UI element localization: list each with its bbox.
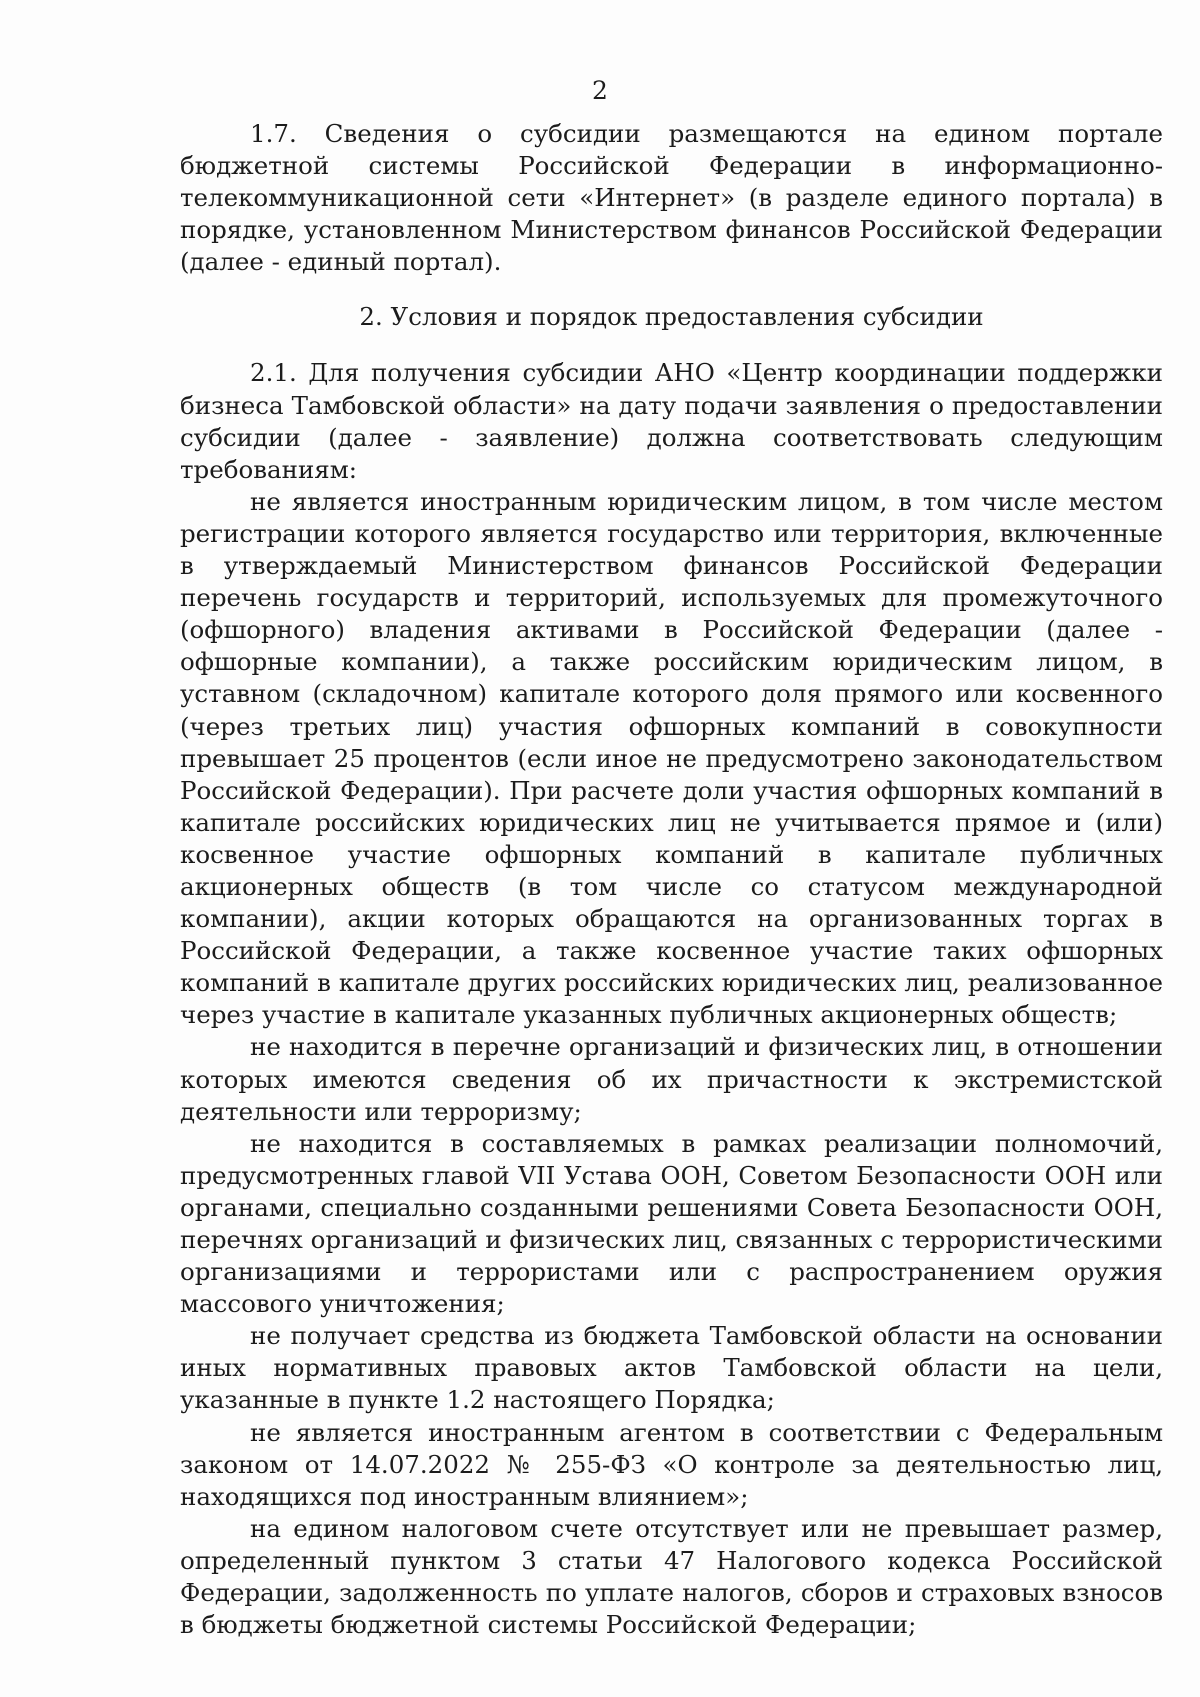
requirement-extremism-list: не находится в перечне организаций и физических лиц, в отношении которых имеются сведения об их причастности к экстремистской деятельности или терроризму; — [180, 1032, 1163, 1126]
requirement-un-lists: не находится в составляемых в рамках реализации полномочий, предусмотренных главой VII Устава ООН, Советом Безопасности ООН или органами, специально созданными решениями Совета Безопасности ООН, перечнях организаций и физических лиц, связанных с террористическими организациями и террористами или с распространением оружия массового уничтожения; — [180, 1128, 1163, 1319]
page-number: 2 — [592, 76, 608, 105]
requirement-no-other-funds: не получает средства из бюджета Тамбовской области на основании иных нормативных правовых актов Тамбовской области на цели, указанные в пункте 1.2 настоящего Порядка; — [180, 1321, 1163, 1415]
requirement-tax-debt: на едином налоговом счете отсутствует или не превышает размер, определенный пунктом 3 статьи 47 Налогового кодекса Российской Федерации, задолженность по уплате налогов, сборов и страховых взносов в бюджеты бюджетной системы Российской Федерации; — [180, 1513, 1163, 1640]
document-body — [180, 118, 1163, 1641]
paragraph-2-1: 2.1. Для получения субсидии АНО «Центр координации поддержки бизнеса Тамбовской области» на дату подачи заявления о предоставлении субсидии (далее - заявление) должна соответствовать следующим требованиям: — [180, 358, 1163, 484]
requirement-not-foreign-agent: не является иностранным агентом в соответствии с Федеральным законом от 14.07.2022 № 255-ФЗ «О контроле за деятельностью лиц, находящихся под иностранным влиянием»; — [180, 1417, 1163, 1511]
section-heading: 2. Условия и порядок предоставления субсидии — [359, 302, 984, 332]
requirement-offshore: не является иностранным юридическим лицом, в том числе местом регистрации которого является государство или территория, включенные в утверждаемый Министерством финансов Российской Федерации перечень государств и территорий, используемых для промежуточного (офшорного) владения активами в Российской Федерации (далее - офшорные компании), а также российским юридическим лицом, в уставном (складочном) капитале которого доля прямого или косвенного (через третьих лиц) участия офшорных компаний в совокупности превышает 25 процентов (если иное не предусмотрено законодательством Российской Федерации). При расчете доли участия офшорных компаний в капитале российских юридических лиц не учитывается прямое и (или) косвенное участие офшорных компаний в капитале публичных акционерных обществ (в том числе со статусом международной компании), акции которых обращаются на организованных торгах в Российской Федерации, а также косвенное участие таких офшорных компаний в капитале других российских юридических лиц, реализованное через участие в капитале указанных публичных акционерных обществ; — [180, 486, 1163, 1030]
paragraph-1-7: 1.7. Сведения о субсидии размещаются на едином портале бюджетной системы Российской Федерации в информационно-телекоммуникационной сети «Интернет» (в разделе единого портала) в порядке, установленном Министерством финансов Российской Федерации (далее - единый портал). — [180, 119, 1163, 277]
